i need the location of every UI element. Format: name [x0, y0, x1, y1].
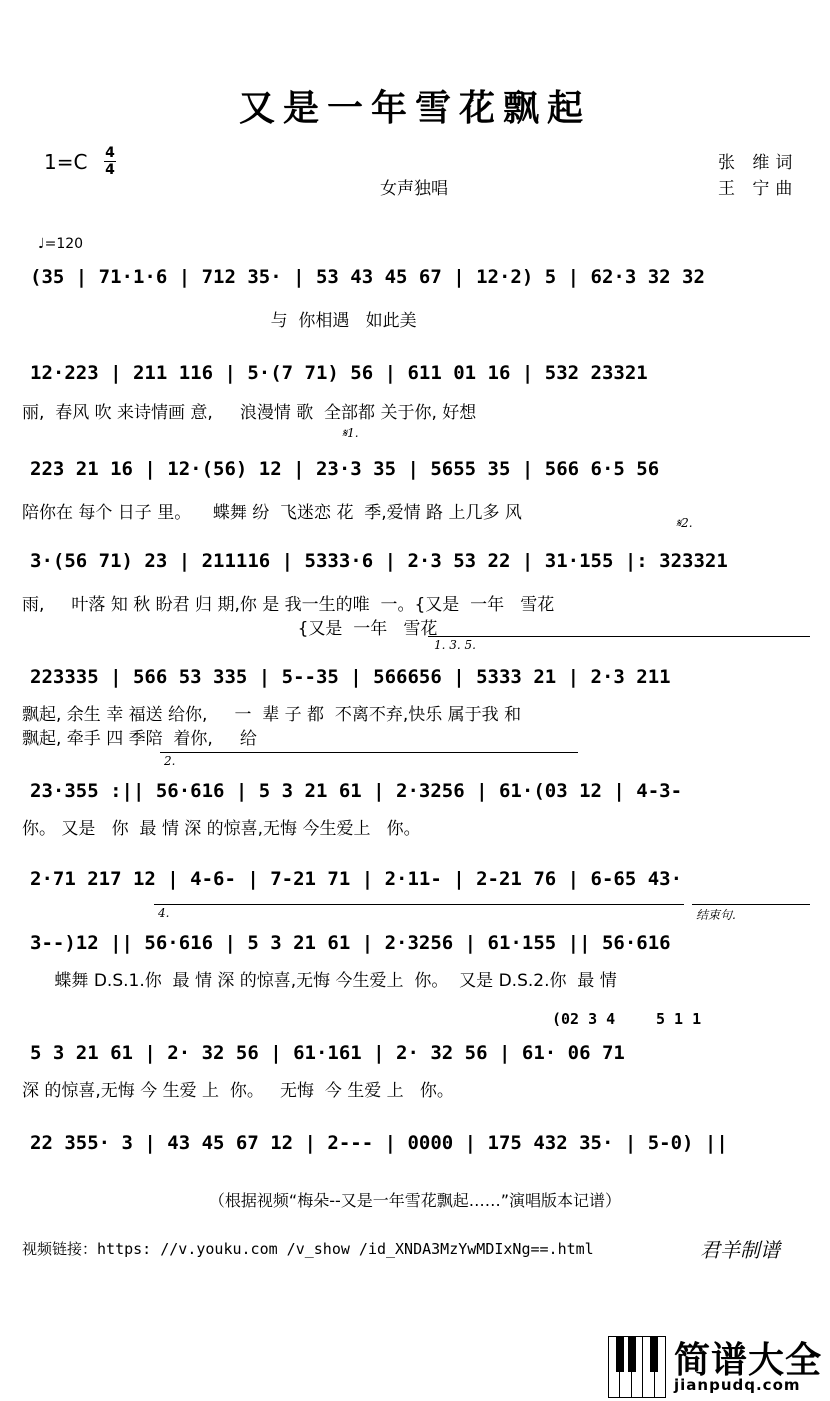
notation-line-2: 12·223 | 211 116 | 5·(7 71) 56 | 611 01 16 | 532 23321	[30, 362, 648, 384]
notation-line-9: 5 3 21 61 | 2· 32 56 | 61·161 | 2· 32 56 | 61· 06 71	[30, 1042, 625, 1064]
voice-type: 女声独唱	[380, 179, 448, 199]
segno-1: 𝄋1.	[342, 426, 359, 440]
notation-line-1: (35 | 71·1·6 | 712 35· | 53 43 45 67 | 12·2) 5 | 62·3 32 32	[30, 266, 705, 288]
volta-bracket-2	[160, 752, 578, 753]
notation-line-6: 23·355 :|| 56·616 | 5 3 21 61 | 2·3256 | 61·(03 12 | 4-3-	[30, 780, 683, 802]
lyric-line-9a: 深 的惊喜,无悔 今 生爱 上 你。 无悔 今 生爱 上 你。	[22, 1081, 454, 1101]
key-signature: 1=C	[44, 150, 88, 174]
lyric-line-6a: 你。 又是 你 最 情 深 的惊喜,无悔 今生爱上 你。	[22, 819, 421, 839]
notation-line-4: 3·(56 71) 23 | 211116 | 5333·6 | 2·3 53 22 | 31·155 |: 323321	[30, 550, 728, 572]
logo-url: jianpudq.com	[674, 1376, 801, 1394]
transcriber-seal: 君羊制谱	[700, 1238, 780, 1262]
notation-line-10: 22 355· 3 | 43 45 67 12 | 2--- | 0000 | 175 432 35· | 5-0) ||	[30, 1132, 728, 1154]
lyric-line-8a: 蝶舞 D.S.1.你 最 情 深 的惊喜,无悔 今生爱上 你。 又是 D.S.2.你 最 情	[22, 971, 617, 991]
logo-title: 简谱大全	[674, 1340, 823, 1381]
lyric-line-3a: 陪你在 每个 日子 里。 蝶舞 纷 飞迷恋 花 季,爱情 路 上几多 风	[22, 503, 522, 523]
time-signature	[104, 146, 116, 177]
lyric-line-5b: 飘起, 牵手 四 季陪 着你, 给	[22, 729, 257, 749]
lyric-line-4b: {又是 一年 雪花	[22, 619, 438, 639]
volta-bracket-4	[154, 904, 684, 905]
composer: 王 宁曲	[718, 179, 799, 199]
volta-4: 4.	[158, 906, 170, 920]
video-link-label: 视频链接：	[22, 1240, 98, 1258]
notation-line-5: 223335 | 566 53 335 | 5--35 | 566656 | 5333 21 | 2·3 211	[30, 666, 671, 688]
notation-line-8: 3--)12 || 56·616 | 5 3 21 61 | 2·3256 | 61·155 || 56·616	[30, 932, 671, 954]
lyric-line-2a: 丽, 春风 吹 来诗情画 意, 浪漫情 歌 全部都 关于你, 好想	[22, 403, 477, 423]
ending-mark: 结束句.	[696, 908, 736, 922]
piano-icon	[608, 1336, 666, 1398]
score-title: 又是一年雪花飘起	[238, 87, 591, 129]
tempo-mark: ♩=120	[38, 236, 84, 252]
video-link-url[interactable]: https: //v.youku.com /v_show /id_XNDA3MzYwMDIxNg==.html	[97, 1240, 594, 1258]
lyric-line-4a: 雨, 叶落 知 秋 盼君 归 期,你 是 我一生的唯 一。{又是 一年 雪花	[22, 595, 555, 615]
volta-135: 1. 3. 5.	[434, 638, 476, 652]
volta-bracket-1	[428, 636, 810, 637]
pickup-notes: (02 3 4	[552, 1010, 616, 1028]
video-link[interactable]	[22, 1238, 594, 1259]
segno-2: 𝄋2.	[676, 516, 693, 530]
time-bottom: 4	[105, 162, 115, 178]
lyric-line-1a: 与 你相遇 如此美	[22, 311, 417, 331]
lyric-line-5a: 飘起, 余生 幸 福送 给你, 一 辈 子 都 不离不弃,快乐 属于我 和	[22, 705, 522, 725]
notation-line-3: 223 21 16 | 12·(56) 12 | 23·3 35 | 5655 35 | 566 6·5 56	[30, 458, 660, 480]
volta-2: 2.	[164, 754, 176, 768]
notation-line-7: 2·71 217 12 | 4-6- | 7-21 71 | 2·11- | 2-21 76 | 6-65 43·	[30, 868, 683, 890]
ending-bracket	[692, 904, 810, 905]
time-top: 4	[105, 145, 115, 161]
upper-voice-notes: 5 1 1	[656, 1010, 702, 1028]
lyricist: 张 维词	[718, 153, 799, 173]
transcription-source: （根据视频“梅朵--又是一年雪花飘起……”演唱版本记谱）	[208, 1191, 622, 1210]
site-logo[interactable]	[608, 1330, 828, 1400]
